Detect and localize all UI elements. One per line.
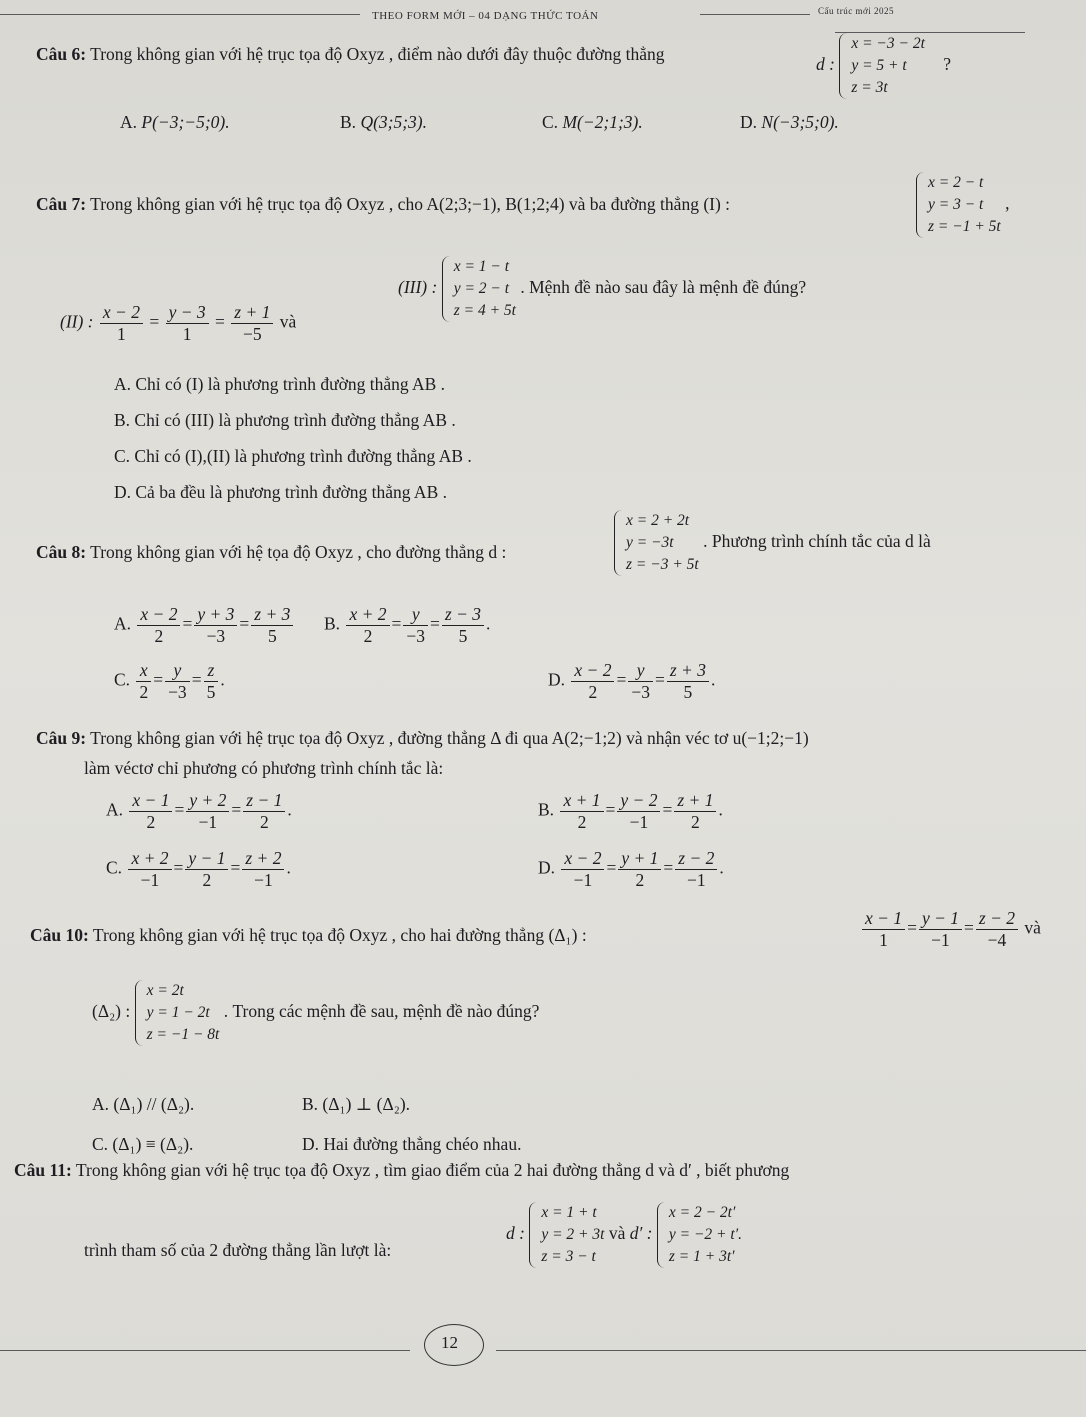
fraction: [976, 908, 1018, 951]
fraction: [862, 908, 905, 951]
equals-sign: =: [231, 799, 242, 820]
q7-line-iii: (III) : x = 1 − t y = 2 − t z = 4 + 5t . Mệnh đề nào sau đây là mệnh đề đúng?: [398, 256, 806, 322]
fraction-numerator: y + 1: [618, 848, 661, 870]
period: .: [718, 799, 723, 820]
q10-line-2: (Δ₂) : x = 2t y = 1 − 2t z = −1 − 8t . Trong các mệnh đề sau, mệnh đề nào đúng?: [92, 980, 539, 1046]
fraction: [137, 604, 180, 647]
equals-sign: =: [191, 669, 202, 690]
equals-sign: =: [153, 669, 164, 690]
fraction-numerator: x − 2: [137, 604, 180, 626]
option-letter: C.: [114, 669, 135, 690]
equals-sign: =: [616, 669, 627, 690]
header-rule-mid: [700, 14, 810, 15]
q7-system-i: x = 2 − t y = 3 − t z = −1 + 5t ,: [916, 172, 1009, 238]
fraction: [186, 790, 229, 833]
q9-stem: Câu 9: Trong không gian với hệ trục tọa độ Oxyz , đường thẳng Δ đi qua A(2;−1;2) và nhận véc tơ u(−1;2;−1): [36, 728, 809, 748]
q8-option-c[interactable]: [114, 660, 225, 703]
fraction-denominator: −1: [573, 870, 593, 890]
fraction: [919, 908, 962, 951]
fraction: [243, 790, 285, 833]
fraction-denominator: −4: [987, 930, 1007, 950]
q8-system: x = 2 + 2t y = −3t z = −3 + 5t . Phương trình chính tắc của d là: [614, 510, 931, 576]
fraction-denominator: −3: [406, 626, 426, 646]
equals-sign: =: [606, 857, 617, 878]
q10-option-a[interactable]: A. (Δ₁) // (Δ₂).: [92, 1094, 195, 1114]
q6-option-d[interactable]: D. N(−3;5;0).: [740, 112, 839, 132]
fraction-denominator: −1: [254, 870, 273, 890]
fraction-numerator: x − 1: [129, 790, 172, 812]
q6-option-b[interactable]: B. Q(3;5;3).: [340, 112, 428, 132]
page-number: 12: [441, 1333, 458, 1352]
fraction: [242, 848, 284, 891]
q10-option-d[interactable]: D. Hai đường thẳng chéo nhau.: [302, 1134, 522, 1154]
equals-sign: =: [182, 613, 193, 634]
fraction-numerator: y − 1: [919, 908, 962, 930]
q7-stem: Câu 7: Trong không gian với hệ trục tọa độ Oxyz , cho A(2;3;−1), B(1;2;4) và ba đường thẳng (I) :: [36, 194, 731, 214]
period: .: [719, 857, 724, 878]
fraction: [403, 604, 428, 647]
fraction: [675, 848, 717, 891]
q9-option-a[interactable]: [106, 790, 292, 833]
fraction-numerator: z − 3: [442, 604, 484, 626]
fraction: [571, 660, 614, 703]
q8-option-a[interactable]: [114, 604, 295, 647]
fraction-numerator: y: [628, 660, 653, 682]
fraction-numerator: z + 3: [667, 660, 709, 682]
fraction-denominator: 2: [577, 812, 587, 832]
conjunction: và: [1020, 917, 1041, 938]
fraction-denominator: 5: [206, 682, 216, 702]
fraction: [185, 848, 228, 891]
equals-sign: =: [230, 857, 241, 878]
equals-sign: =: [663, 857, 674, 878]
fraction: [561, 848, 604, 891]
fraction-numerator: y + 2: [186, 790, 229, 812]
equals-sign: =: [662, 799, 673, 820]
fraction-denominator: 5: [683, 682, 693, 702]
option-letter: C.: [106, 857, 127, 878]
fraction: [194, 604, 237, 647]
q9-stem-cont: làm véctơ chỉ phương có phương trình chính tắc là:: [84, 758, 444, 778]
fraction: [165, 660, 190, 703]
fraction: [617, 790, 660, 833]
fraction: [251, 604, 293, 647]
fraction-numerator: y + 3: [194, 604, 237, 626]
q6-stem: Câu 6: Trong không gian với hệ trục tọa độ Oxyz , điểm nào dưới đây thuộc đường thẳng: [36, 44, 665, 64]
fraction: [346, 604, 389, 647]
q6-line-system: d : x = −3 − 2t y = 5 + t z = 3t ?: [816, 33, 951, 99]
equals-sign: =: [391, 613, 402, 634]
fraction-denominator: 2: [635, 870, 645, 890]
fraction-numerator: x − 2: [571, 660, 614, 682]
q7-option-b[interactable]: B. Chỉ có (III) là phương trình đường thẳng AB .: [114, 410, 456, 430]
fraction-numerator: z − 2: [675, 848, 717, 870]
fraction-denominator: 2: [259, 812, 269, 832]
fraction-denominator: −1: [198, 812, 218, 832]
q11-systems: d : x = 1 + t y = 2 + 3t z = 3 − t và d′ : x = 2 − 2t′ y = −2 + t′. z = 1 + 3t′: [506, 1202, 742, 1268]
q10-option-b[interactable]: B. (Δ₁) ⊥ (Δ₂).: [302, 1094, 411, 1114]
period: .: [287, 799, 292, 820]
fraction: [442, 604, 484, 647]
fraction-denominator: −3: [168, 682, 187, 702]
fraction-numerator: x: [136, 660, 151, 682]
option-letter: A.: [106, 799, 128, 820]
q8-option-b[interactable]: [324, 604, 490, 647]
fraction-numerator: z − 1: [243, 790, 285, 812]
fraction-denominator: 5: [267, 626, 277, 646]
fraction-denominator: 2: [154, 626, 164, 646]
equals-sign: =: [430, 613, 440, 634]
q9-option-b[interactable]: [538, 790, 723, 833]
fraction-numerator: z + 1: [674, 790, 716, 812]
equals-sign: =: [654, 669, 665, 690]
period: .: [710, 669, 716, 690]
option-letter: A.: [114, 613, 136, 634]
option-letter: B.: [538, 799, 559, 820]
q6-option-a[interactable]: A. P(−3;−5;0).: [120, 112, 230, 132]
option-letter: D.: [538, 857, 560, 878]
fraction: [560, 790, 603, 833]
fraction-denominator: −3: [206, 626, 226, 646]
fraction: [204, 660, 219, 703]
fraction-numerator: y − 2: [617, 790, 660, 812]
fraction-numerator: y: [165, 660, 190, 682]
q7-option-c[interactable]: C. Chỉ có (I),(II) là phương trình đường thẳng AB .: [114, 446, 472, 466]
equals-sign: =: [173, 857, 184, 878]
equals-sign: =: [907, 917, 917, 938]
header-rule-left: [0, 14, 360, 15]
fraction-numerator: y − 1: [185, 848, 228, 870]
fraction-denominator: 2: [202, 870, 212, 890]
fraction: [136, 660, 151, 703]
period: .: [486, 613, 491, 634]
header-right-title: Cấu trúc mới 2025: [818, 6, 894, 16]
fraction-denominator: 5: [458, 626, 468, 646]
fraction-denominator: −1: [629, 812, 649, 832]
q11-stem-cont: trình tham số của 2 đường thẳng lần lượt là:: [84, 1240, 392, 1260]
fraction-numerator: x + 2: [346, 604, 389, 626]
fraction-denominator: −1: [931, 930, 950, 950]
fraction-denominator: 2: [146, 812, 156, 832]
fraction: [618, 848, 661, 891]
fraction-numerator: z: [204, 660, 219, 682]
option-letter: B.: [324, 613, 345, 634]
fraction-numerator: x − 1: [862, 908, 905, 930]
equals-sign: =: [605, 799, 616, 820]
q10-stem: Câu 10: Trong không gian với hệ trục tọa độ Oxyz , cho hai đường thẳng (Δ₁) :: [30, 925, 587, 945]
q7-line-ii: (II) : $\frac{x - 2}{1}$ = $\frac{y - 3}{1}$ = $\frac{z + 1}{-5}$ và: [60, 302, 297, 344]
q7-option-a[interactable]: A. Chỉ có (I) là phương trình đường thẳng AB .: [114, 374, 446, 394]
equals-sign: =: [964, 917, 974, 938]
fraction: [128, 848, 171, 891]
fraction-denominator: −1: [140, 870, 160, 890]
fraction-denominator: −1: [687, 870, 706, 890]
fraction-denominator: 2: [139, 682, 149, 702]
q9-option-d[interactable]: [538, 848, 724, 891]
fraction: [674, 790, 716, 833]
q10-line-1: [860, 908, 1041, 951]
fraction-denominator: 2: [588, 682, 598, 702]
q10-option-c[interactable]: C. (Δ₁) ≡ (Δ₂).: [92, 1134, 194, 1154]
fraction-numerator: x + 2: [128, 848, 171, 870]
q6-option-c[interactable]: C. M(−2;1;3).: [542, 112, 643, 132]
footer-rule-left: [0, 1350, 410, 1351]
q11-stem: Câu 11: Trong không gian với hệ trục tọa độ Oxyz , tìm giao điểm của 2 hai đường thẳng d và d′ , biết phương: [14, 1160, 790, 1180]
fraction-denominator: 2: [363, 626, 373, 646]
period: .: [220, 669, 225, 690]
q8-stem: Câu 8: Trong không gian với hệ tọa độ Oxyz , cho đường thẳng d :: [36, 542, 507, 562]
fraction-denominator: −3: [631, 682, 650, 702]
fraction-denominator: 2: [691, 812, 700, 832]
q8-option-d[interactable]: [548, 660, 715, 703]
fraction-numerator: x + 1: [560, 790, 603, 812]
fraction-denominator: 1: [879, 930, 888, 950]
fraction: [667, 660, 709, 703]
footer-rule-right: [496, 1350, 1086, 1351]
fraction: [129, 790, 172, 833]
period: .: [286, 857, 291, 878]
equals-sign: =: [239, 613, 250, 634]
equals-sign: =: [174, 799, 185, 820]
q7-option-d[interactable]: D. Cả ba đều là phương trình đường thẳng AB .: [114, 482, 447, 502]
q9-option-c[interactable]: [106, 848, 291, 891]
fraction-numerator: z + 2: [242, 848, 284, 870]
fraction-numerator: x − 2: [561, 848, 604, 870]
header-left-title: THEO FORM MỚI – 04 DẠNG THỨC TOÁN: [372, 10, 599, 22]
fraction-numerator: z + 3: [251, 604, 293, 626]
fraction-numerator: z − 2: [976, 908, 1018, 930]
option-letter: D.: [548, 669, 570, 690]
fraction-numerator: y: [403, 604, 428, 626]
fraction: [628, 660, 653, 703]
